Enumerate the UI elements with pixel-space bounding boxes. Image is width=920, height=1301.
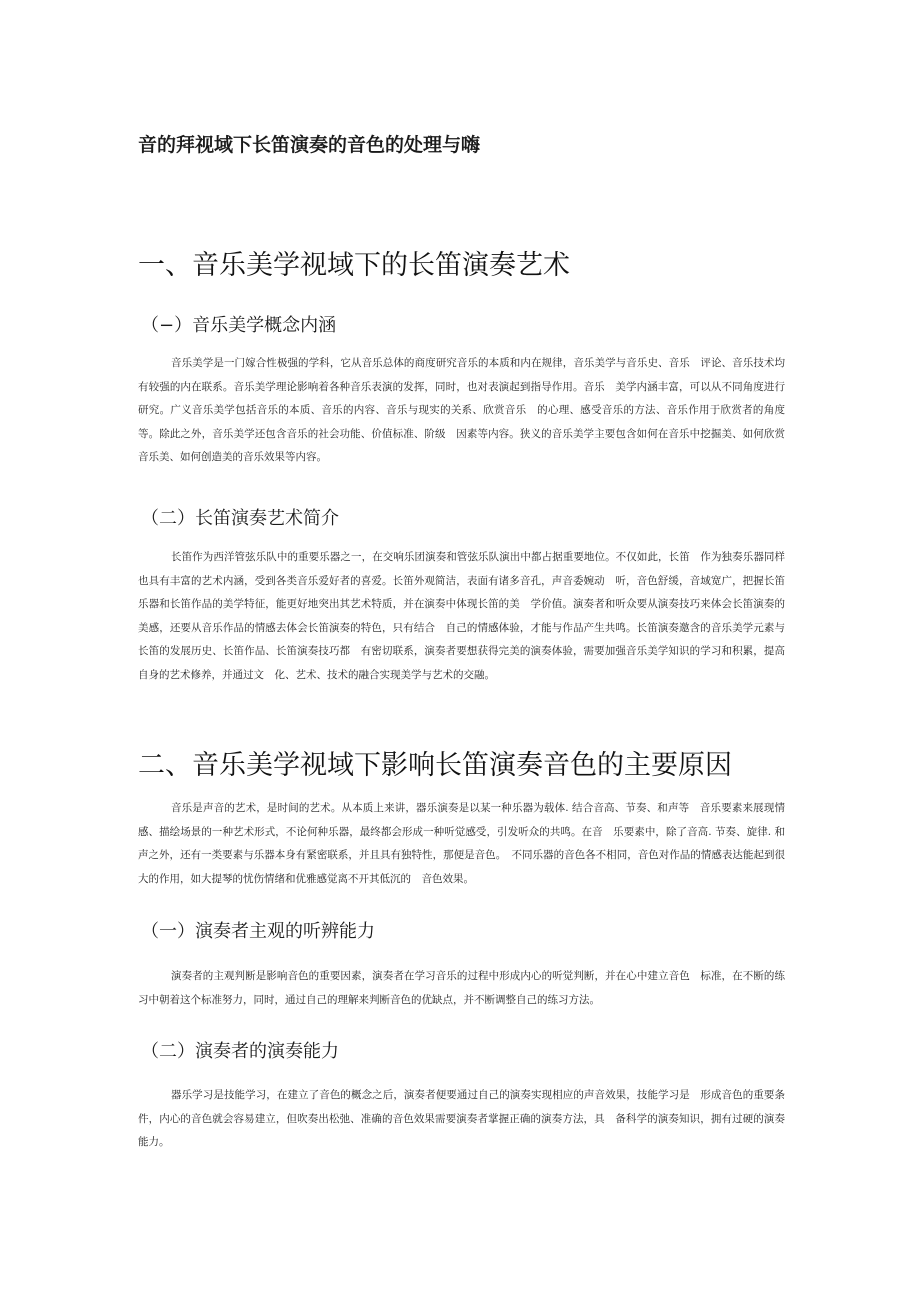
section-2-2-paragraph: 器乐学习是技能学习，在建立了音色的概念之后，演奏者便要通过自己的演奏实现相应的声音效果，技能学习是 形成音色的重要条件，内心的音色就会容易建立，但吹奏出松弛、准确的音色效果需要演奏者掌握正确的演奏方法，具 备科学的演奏知识，拥有过硬的演奏能力。 xyxy=(138,1089,785,1148)
section-1-heading: 一、音乐美学视域下的长笛演奏艺术 xyxy=(138,250,570,281)
section-2-2-heading: （二）演奏者的演奏能力 xyxy=(141,1041,339,1062)
document-title: 音的拜视域下长笛演奏的音色的处理与嗨 xyxy=(138,134,481,156)
section-2-heading: 二、音乐美学视域下影响长笛演奏音色的主要原因 xyxy=(138,750,732,781)
section-1-2-heading: （二）长笛演奏艺术简介 xyxy=(141,508,339,529)
section-2-1-paragraph: 演奏者的主观判断是影响音色的重要因素，演奏者在学习音乐的过程中形成内心的听觉判断，并在心中建立音色 标准，在不断的练习中朝着这个标准努力，同时，通过自己的理解来判断音色的优缺点，并不断调整自己的练习方法。 xyxy=(138,970,785,1006)
section-2-1-heading: （一）演奏者主观的听辨能力 xyxy=(141,921,375,942)
section-1-1-heading: （−）音乐美学概念内涵 xyxy=(141,315,337,336)
section-1-1-paragraph: 音乐美学是一门嫁合性极强的学科，它从音乐总体的商度研究音乐的本质和内在规律，音乐美学与音乐史、音乐 评论、音乐技术均有较强的内在联系。音乐美学理论影响着各种音乐表演的发挥，同时，也对表演起到指导作用。音乐 美学内涵丰富，可以从不同角度进行研究。广义音乐美学包括音乐的本质、音乐的内容、音乐与现实的关系、欣赏音乐 的心理、感受音乐的方法、音乐作用于欣赏者的角度等。除此之外，音乐美学还包含音乐的社会功能、价值标准、阶级 因素等内容。狭义的音乐美学主要包含如何在音乐中挖掘美、如何欣赏音乐美、如何创造美的音乐效果等内容。 xyxy=(138,357,785,463)
section-2-intro-paragraph: 音乐是声音的艺术，是时间的艺术。从本质上来讲，器乐演奏是以某一种乐器为载体. 结合音高、节奏、和声等 音乐要素来展现情感、描绘场景的一种艺术形式，不论何种乐器，最终都会形成一种听觉感受，引发听众的共鸣。在音 乐要素中，除了音高. 节奏、旋律. 和声之外，还有一类要素与乐器本身有紧密联系，并且具有独特性，那便是音色。 不同乐器的音色各不相同，音色对作品的情感表达能起到很大的作用，如大提琴的忧伤情绪和优雅感觉离不开其低沉的 音色效果。 xyxy=(138,802,785,885)
section-1-2-paragraph: 长笛作为西洋管弦乐队中的重要乐器之一，在交响乐团演奏和管弦乐队演出中都占据重要地位。不仅如此，长笛 作为独奏乐器同样也具有丰富的艺术内涵，受到各类音乐爱好者的喜爱。长笛外观简洁，表面有诸多音孔，声音委婉动 听，音色舒缓，音域宽广，把握长笛乐器和长笛作品的美学特征，能更好地突出其艺术特质，并在演奏中体现长笛的美 学价值。演奏者和听众要从演奏技巧来体会长笛演奏的美感，还要从音乐作品的情感去体会长笛演奏的特色，只有结合 自己的情感体验，才能与作品产生共鸣。长笛演奏邀含的音乐美学元素与长笛的发展历史、长笛作品、长笛演奏技巧都 有密切联系，演奏者要想获得完美的演奏体验，需要加强音乐美学知识的学习和积累，提高自身的艺术修养，并通过文 化、艺术、技术的融合实现美学与艺术的交融。 xyxy=(138,551,785,681)
